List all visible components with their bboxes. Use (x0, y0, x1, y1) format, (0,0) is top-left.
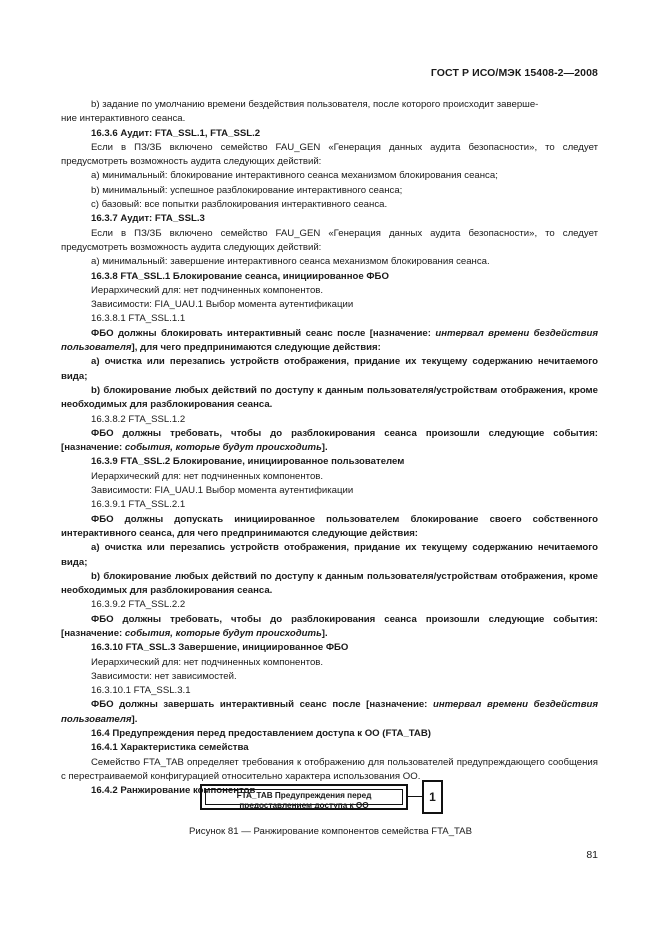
requirement-item: а) очистка или перезапись устройств отображения, придание их текущему содержанию нечитаемого вида; (61, 542, 598, 568)
section-heading-16-4-1: 16.4.1 Характеристика семейства (91, 742, 249, 754)
list-item: а) минимальный: завершение интерактивного сеанса механизмом блокирования сеанса. (91, 256, 490, 268)
dependency-line: Зависимости: FIA_UAU.1 Выбор момента аутентификации (91, 485, 354, 497)
paragraph: b) задание по умолчанию времени бездействия пользователя, после которого происходит заверше- ние интерактивного сеанса. (61, 99, 539, 125)
requirement-text: ФБО должны допускать инициированное пользователем блокирование своего собственного интерактивного сеанса, для чего предпринимаются следующие действия: (61, 513, 598, 539)
page-number: 81 (586, 849, 598, 861)
section-heading-16-3-10: 16.3.10 FTA_SSL.3 Завершение, инициированное ФБО (91, 642, 349, 654)
component-level-box: 1 (422, 780, 443, 814)
paragraph: Если в ПЗ/ЗБ включено семейство FAU_GEN «Генерация данных аудита безопасности», то следует предусмотреть возможность аудита следующих действий: (61, 227, 598, 253)
list-item: b) минимальный: успешное разблокирование интерактивного сеанса; (91, 184, 403, 196)
requirement-text: ФБО должны требовать, чтобы до разблокирования сеанса произошли следующие события: [назначение: события, которые будут происходить]. (61, 427, 598, 454)
component-box (200, 784, 408, 810)
section-heading-16-3-9: 16.3.9 FTA_SSL.2 Блокирование, инициированное пользователем (91, 456, 405, 468)
element-id: 16.3.9.2 FTA_SSL.2.2 (91, 599, 186, 611)
element-id: 16.3.8.1 FTA_SSL.1.1 (91, 313, 186, 325)
paragraph: Семейство FTA_TAB определяет требования к отображению для пользователей предупреждающего сообщения с перестраиваемой конфигурацией относительно характера использования ОО. (61, 756, 598, 782)
requirement-item: а) очистка или перезапись устройств отображения, придание их текущему содержанию нечитаемого вида; (61, 356, 598, 382)
component-box-label: FTA_TAB Предупреждения перед предоставлением доступа к ОО (205, 789, 403, 805)
connector-line (408, 796, 422, 797)
list-item: а) минимальный: блокирование интерактивного сеанса механизмом блокирования сеанса; (91, 170, 498, 182)
dependency-line: Зависимости: нет зависимостей. (91, 670, 237, 682)
paragraph: Если в ПЗ/ЗБ включено семейство FAU_GEN «Генерация данных аудита безопасности», то следует предусмотреть возможность аудита следующих действий: (61, 141, 598, 168)
hierarchy-line: Иерархический для: нет подчиненных компонентов. (91, 284, 324, 296)
requirement-item: b) блокирование любых действий по доступу к данным пользователя/устройствам отображения, кроме необходимых для разблокирования сеанса. (61, 570, 598, 597)
hierarchy-line: Иерархический для: нет подчиненных компонентов. (91, 656, 324, 668)
hierarchy-line: Иерархический для: нет подчиненных компонентов. (91, 470, 324, 482)
requirement-text: ФБО должны требовать, чтобы до разблокирования сеанса произошли следующие события: [назначение: события, которые будут происходить]. (61, 613, 598, 639)
section-heading-16-4-2: 16.4.2 Ранжирование компонентов (91, 785, 256, 797)
requirement-text: ФБО должны завершать интерактивный сеанс после [назначение: интервал времени бездействия пользователя]. (61, 699, 599, 725)
section-heading-16-3-8: 16.3.8 FTA_SSL.1 Блокирование сеанса, инициированное ФБО (91, 270, 389, 282)
element-id: 16.3.10.1 FTA_SSL.3.1 (91, 685, 191, 697)
section-heading-16-3-6: 16.3.6 Аудит: FTA_SSL.1, FTA_SSL.2 (91, 127, 261, 139)
section-heading-16-3-7: 16.3.7 Аудит: FTA_SSL.3 (91, 213, 205, 225)
dependency-line: Зависимости: FIA_UAU.1 Выбор момента аутентификации (91, 299, 354, 311)
list-item: с) базовый: все попытки разблокирования интерактивного сеанса. (91, 199, 388, 211)
component-leveling-diagram (200, 780, 443, 814)
document-body (61, 98, 598, 799)
standard-header: ГОСТ Р ИСО/МЭК 15408-2—2008 (430, 67, 598, 79)
element-id: 16.3.9.1 FTA_SSL.2.1 (91, 499, 186, 511)
element-id: 16.3.8.2 FTA_SSL.1.2 (91, 413, 186, 425)
figure-caption: Рисунок 81 — Ранжирование компонентов семейства FTA_TAB (189, 826, 472, 837)
requirement-item: b) блокирование любых действий по доступу к данным пользователя/устройствам отображения, кроме необходимых для разблокирования сеанса. (61, 384, 598, 411)
section-heading-16-4: 16.4 Предупреждения перед предоставлением доступа к ОО (FTA_TAB) (91, 728, 431, 740)
requirement-text: ФБО должны блокировать интерактивный сеанс после [назначение: интервал времени бездействия пользователя], для чего предпринимаются следующие действия: (61, 327, 599, 354)
